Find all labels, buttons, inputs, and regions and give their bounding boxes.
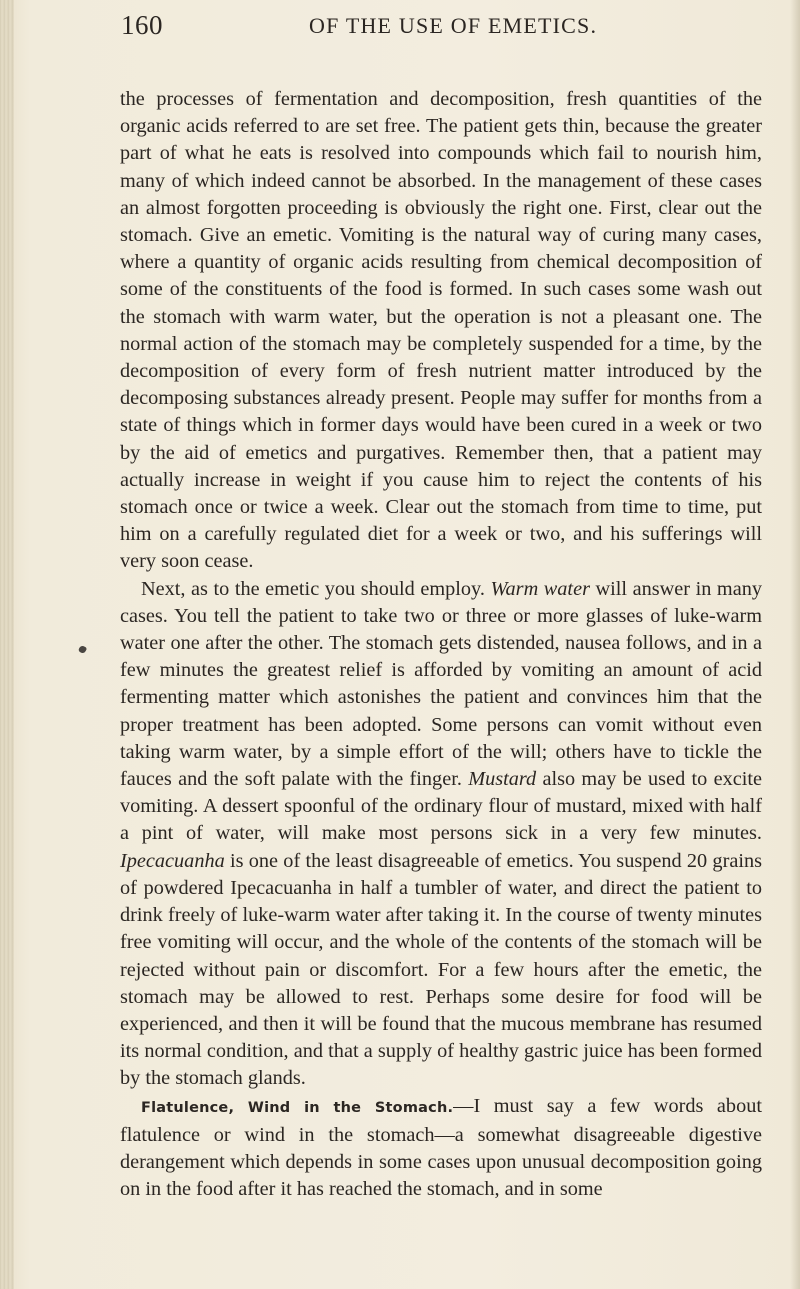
paragraph-2-text-b: will answer in many cases. You tell the patient to take two or three or more glasses of luke-warm water one after the other. The stomach gets distended, nausea follows, and in a few minutes the greatest relief is afforded by vomiting an amount of acid fermenting matter which astonishes the patient and convinces him that the proper treatment has been adopted. Some persons can vomit without even taking warm water, by a simple effort of the will; others have to tickle the fauces and the soft palate with the finger. [120,577,762,791]
page-header [121,10,761,50]
term-ipecacuanha: Ipecacuanha [120,849,225,872]
paragraph-1: the processes of fermentation and decomposition, fresh quantities of the organic acids referred to are set free. The patient gets thin, because the greater part of what he eats is resolved into compounds which fail to nourish him, many of which indeed cannot be absorbed. In the management of these cases an almost forgotten proceeding is obviously the right one. First, clear out the stomach. Give an emetic. Vomiting is the natural way of curing many cases, where a quantity of organic acids resulting from chemical decomposition of some of the constituents of the food is formed. In such cases some wash out the stomach with warm water, but the operation is not a pleasant one. The normal action of the stomach may be completely suspended for a time, by the decomposition of every form of fresh nutrient matter introduced by the decomposing substances already present. People may suffer for months from a state of things which in former days would have been cured in a week or two by the aid of emetics and purgatives. Remember then, that a patient may actually increase in weight if you cause him to reject the contents of his stomach once or twice a week. Clear out the stomach from time to time, put him on a carefully regulated diet for a week or two, and his sufferings will very soon cease. [120,88,762,573]
paragraph-2-text-a: Next, as to the emetic you should employ. [141,577,491,600]
body-text [120,86,762,1203]
sidehead-flatulence: Flatulence, Wind in the Stomach. [141,1099,454,1116]
paragraph-2-text-d: is one of the least disagreeable of emetics. You suspend 20 grains of powdered Ipecacuanha in half a tumbler of water, and direct the patient to drink freely of luke-warm water after taking it. In the course of twenty minutes free vomiting will occur, and the whole of the contents of the stomach will be rejected without pain or discomfort. For a few hours after the emetic, the stomach may be allowed to rest. Perhaps some desire for food will be experienced, and then it will be found that the mucous membrane has resumed its normal condition, and that a supply of healthy gastric juice has been formed by the stomach glands. [120,849,762,1090]
paragraph-2 [120,576,762,1093]
page-binding-edge [0,0,14,1289]
paragraph-3-text: —I must say a few words about flatulence or wind in the stomach—a somewhat disagreeable digestive derangement which depends in some cases upon unusual decomposition going on in the food after it has reached the stomach, and in some [120,1094,762,1201]
page-number: 160 [121,10,163,40]
paragraph-2-text-c: also may be used to excite vomiting. A dessert spoonful of the ordinary flour of mustard, mixed with half a pint of water, will make most persons sick in a very few minutes. [120,768,762,845]
ink-blot-mark [78,645,88,655]
term-mustard: Mustard [468,768,537,791]
paragraph-3 [120,1093,762,1204]
term-warm-water: Warm water [490,577,590,600]
page-right-edge [790,0,800,1289]
running-head: OF THE USE OF EMETICS. [309,13,598,38]
